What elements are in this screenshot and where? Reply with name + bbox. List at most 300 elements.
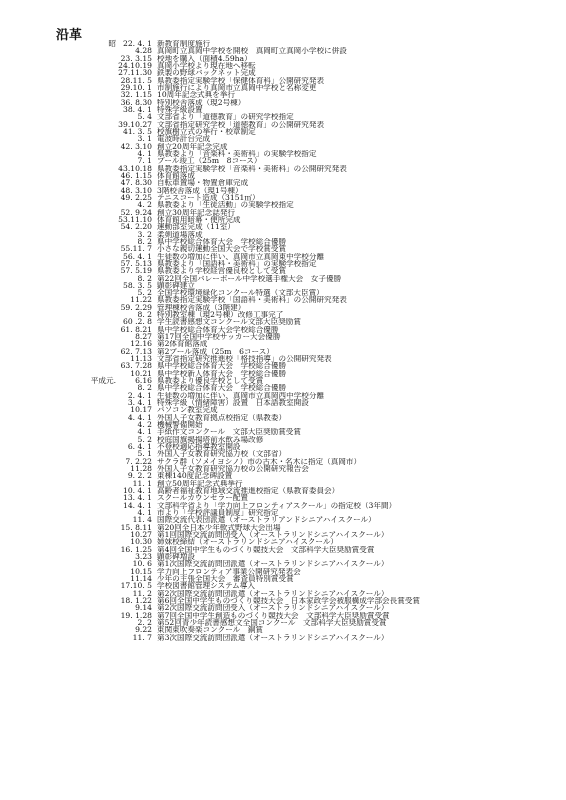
history-entry <box>90 590 560 597</box>
history-entry <box>90 69 560 76</box>
entry-era <box>90 238 118 245</box>
entry-date: 32. 1.15 <box>120 90 152 100</box>
history-entry <box>90 546 560 553</box>
entry-text: 姉妹校締結（オーストラリンドシニアハイスクール） <box>157 538 339 546</box>
entry-era <box>90 275 118 282</box>
history-entry <box>90 516 560 523</box>
entry-text: 文部科学省より「学力向上フロンティアスクール」の指定校（3年間） <box>157 501 397 509</box>
entry-era <box>90 135 118 142</box>
entry-date: 9. 2. 2 <box>127 471 152 481</box>
history-entry <box>90 143 560 150</box>
entry-date: 57. 5.19 <box>120 266 152 276</box>
entry-date: 2. 4. 1 <box>127 390 152 400</box>
entry-era <box>90 406 118 413</box>
entry-date: 12.16 <box>130 339 152 349</box>
entry-date: 10.17 <box>130 405 152 415</box>
entry-text: 電波時計台完成 <box>157 135 211 143</box>
entry-text: 学校図書館管理システム導入 <box>157 582 255 590</box>
entry-text: 県教委指定実験学校「国語科・美術科」の公開研究発表 <box>157 296 347 304</box>
entry-era <box>90 172 118 179</box>
entry-era <box>90 414 118 421</box>
entry-date: 11. 2 <box>132 588 152 598</box>
history-entry <box>90 282 560 289</box>
entry-era <box>90 223 118 230</box>
entry-era <box>90 267 118 274</box>
entry-text: 小さな親切運動全国大会で学校賞受賞 <box>157 245 287 253</box>
entry-text: 生徒数の増加に伴い、真岡市立真岡西中学校分離 <box>157 391 325 400</box>
entry-date: 5. 1 <box>137 449 152 459</box>
entry-era <box>90 399 118 406</box>
entry-text: 校庭国旗掲揚塔前水飲み場改修 <box>157 435 264 444</box>
history-entry <box>90 267 560 274</box>
entry-date: 62. 7.13 <box>120 346 152 356</box>
history-entry <box>90 55 560 62</box>
entry-text: 特殊学級（情緒障害）設置 日本語教室開設 <box>157 399 309 407</box>
history-entry <box>90 157 560 164</box>
entry-era <box>90 91 118 98</box>
entry-text: 創立50周年記念式典挙行 <box>157 479 243 488</box>
history-entry <box>90 245 560 252</box>
entry-date: 24.10.19 <box>118 60 152 70</box>
history-entry <box>90 194 560 201</box>
history-entry <box>90 494 560 501</box>
entry-era <box>90 77 118 84</box>
entry-date: 11.28 <box>130 464 152 474</box>
entry-era <box>90 318 118 325</box>
entry-text: 第2プール落成（25m 6コース） <box>157 347 274 356</box>
history-entry <box>90 604 560 611</box>
entry-text: 高齢者福祉教育地域交流推進校指定（県教育委員会） <box>157 487 340 495</box>
entry-text: 市より「学校評議員制度」研究指定 <box>157 509 279 517</box>
entry-text: 第2次国際交流訪問団派遣（オーストラリンドシニアハイスクール） <box>157 589 389 597</box>
entry-date: 2. 2 <box>137 617 152 627</box>
history-entry <box>90 231 560 238</box>
entry-era <box>90 231 118 238</box>
history-entry <box>90 560 560 567</box>
entry-era <box>90 612 118 619</box>
history-entry <box>90 348 560 355</box>
history-entry <box>90 414 560 421</box>
entry-text: 県中学校総合体育大会 学校総合優勝 <box>157 384 287 392</box>
entry-text: 特別教室棟（現2号棟）改修工事完了 <box>157 311 284 319</box>
history-entry <box>90 179 560 186</box>
history-entry <box>90 275 560 282</box>
entry-era <box>90 487 118 494</box>
entry-text: 鉄製の野球バックネット完成 <box>157 69 256 77</box>
entry-text: 県教委より学校経営優良校として受賞 <box>157 267 287 275</box>
entry-text: 10周年記念式典を挙行 <box>157 91 236 99</box>
entry-text: 創立20周年記念完成 <box>157 142 228 150</box>
entry-era <box>90 55 118 62</box>
history-entry <box>90 575 560 582</box>
entry-date: 57. 5.13 <box>120 258 152 268</box>
entry-date: 42. 3.10 <box>120 141 152 151</box>
entry-era <box>90 348 118 355</box>
entry-date: 11.13 <box>130 354 152 364</box>
entry-era <box>90 260 118 267</box>
history-entry <box>90 634 560 641</box>
history-entry <box>90 135 560 142</box>
entry-date: 4. 2 <box>137 420 152 430</box>
entry-date: 29.10. 1 <box>120 82 152 92</box>
entry-era <box>90 604 118 611</box>
history-entry <box>90 428 560 435</box>
entry-date: 4. 1 <box>137 508 152 517</box>
history-entry <box>90 223 560 230</box>
entry-era <box>90 516 118 523</box>
entry-era <box>90 443 118 450</box>
entry-date: 38. 4. 1 <box>123 104 152 114</box>
entry-date: 3. 4. 1 <box>127 398 152 408</box>
entry-era <box>90 216 118 223</box>
entry-text: 県中学校総合体育大会学校総合優勝 <box>157 325 279 334</box>
entry-era <box>90 113 118 120</box>
entry-date: 55.11. 7 <box>120 244 152 254</box>
entry-date: 61. 8.21 <box>120 324 152 334</box>
entry-era <box>90 201 118 208</box>
entry-date: 4. 2 <box>137 200 152 210</box>
entry-date: 47. 8.30 <box>120 178 152 188</box>
entry-era <box>90 560 118 567</box>
entry-text: 不登校適応指導教室開設 <box>157 443 241 451</box>
entry-text: 体育館用暗幕・便所完成 <box>157 215 241 224</box>
entry-era <box>90 62 118 69</box>
entry-text: 国際交流代表団派遣（オーストラリアンドシニアハイスクール） <box>157 516 376 524</box>
entry-text: パソコン教室完成 <box>157 406 218 414</box>
history-entry <box>90 436 560 443</box>
history-entry <box>90 260 560 267</box>
entry-text: 第6回全国中学生ものづくり競技大会 日本家政学会被服構成学部会長賞受賞 <box>157 596 421 605</box>
entry-text: 県教委指定実験学校「保健体育科」公開研究発表 <box>157 76 325 84</box>
entry-text: 第3次国際交流訪問団派遣（オーストラリンドシニアハイスクール） <box>157 633 389 641</box>
entry-date: 39.10.27 <box>118 119 152 129</box>
entry-date: 11. 1 <box>132 478 152 488</box>
entry-era <box>90 619 118 626</box>
entry-date: 4. 1 <box>137 427 152 437</box>
entry-date: 8. 2 <box>137 383 152 393</box>
history-entry <box>90 150 560 157</box>
entry-text: 生徒数の増加に伴い、真岡市立真岡東中学校分離 <box>157 252 325 260</box>
entry-text: 文部省指定研究学校「道徳教育」の公開研究発表 <box>157 120 325 128</box>
entry-date: 6.16 <box>135 376 152 386</box>
entry-era <box>90 179 118 186</box>
entry-era <box>90 502 118 509</box>
entry-date: 56. 4. 1 <box>123 251 152 261</box>
history-entry <box>90 253 560 260</box>
history-entry <box>90 187 560 194</box>
history-entry <box>90 582 560 589</box>
entry-text: 県教委より「生徒活動」の実験学校指定 <box>157 201 294 209</box>
entry-era <box>90 84 118 91</box>
entry-date: 10. 4. 1 <box>123 486 152 496</box>
history-entry <box>90 421 560 428</box>
entry-text: 3階校舎落成（現1号棟） <box>157 186 243 194</box>
entry-date: 8.27 <box>135 332 152 342</box>
history-entry <box>90 172 560 179</box>
entry-text: テニスコート造成（3151㎡） <box>157 193 260 202</box>
entry-era <box>90 165 118 172</box>
entry-era <box>90 458 118 465</box>
entry-era <box>90 245 118 252</box>
entry-date: 19. 1.28 <box>120 610 152 620</box>
entry-text: 県中学校総合体育大会 学校総合優勝 <box>157 362 287 370</box>
entry-era <box>90 626 118 633</box>
entry-date: 17.10. 5 <box>120 581 152 591</box>
history-entry <box>90 362 560 369</box>
entry-text: 柔剣道場落成 <box>157 230 203 238</box>
entry-text: 第17回全国中学校サッカー大会優勝 <box>157 333 281 341</box>
entry-text: 県中学校新人体育大会 学校総合優勝 <box>157 369 287 378</box>
entry-date: 48. 3.10 <box>120 185 152 195</box>
entry-text: 外国人子女教育研究協力校（文部省） <box>157 450 287 458</box>
entry-era <box>90 480 118 487</box>
history-entry <box>90 597 560 604</box>
entry-date: 5. 2 <box>137 288 152 298</box>
entry-text: 学生読書感想文コンクール文部大臣奨励賞 <box>157 318 301 326</box>
entry-date: 59. 2.29 <box>120 302 152 312</box>
entry-era <box>90 568 118 575</box>
history-entry <box>90 121 560 128</box>
history-entry <box>90 538 560 545</box>
page-heading: 沿革 <box>56 28 83 43</box>
history-entry <box>90 91 560 98</box>
entry-date: 10. 6 <box>132 559 152 569</box>
history-entry <box>90 406 560 413</box>
history-entry <box>90 296 560 303</box>
history-entry <box>90 480 560 487</box>
entry-text: 校旗樹立式の挙行・校章制定 <box>157 127 256 136</box>
entry-date: 58. 3. 5 <box>123 280 152 290</box>
entry-era <box>90 311 118 318</box>
history-entry <box>90 113 560 120</box>
history-entry <box>90 509 560 516</box>
entry-era <box>90 524 118 531</box>
entry-text: 東関東吹奏楽コンクール 銅賞 <box>157 626 264 634</box>
entry-era <box>90 494 118 501</box>
history-entry <box>90 355 560 362</box>
history-entry <box>90 465 560 472</box>
entry-era <box>90 326 118 333</box>
entry-text: スクールカウンセラー配置 <box>157 494 248 502</box>
history-entry <box>90 626 560 633</box>
history-entry <box>90 99 560 106</box>
entry-era <box>90 355 118 362</box>
entry-date: 49. 2.25 <box>120 192 152 202</box>
entry-date: 4. 4. 1 <box>127 412 152 422</box>
entry-era <box>90 99 118 106</box>
entry-text: 第4回全国中学生ものづくり競技大会 文部科学大臣奨励賞受賞 <box>157 545 375 553</box>
entry-date: 7. 1 <box>137 156 152 166</box>
entry-era <box>90 546 118 553</box>
entry-date: 8. 2 <box>137 310 152 320</box>
entry-era <box>90 362 118 369</box>
entry-text: プール竣工（25m 8コース） <box>157 157 262 165</box>
history-entry <box>90 524 560 531</box>
entry-date: 53.11.10 <box>118 214 152 224</box>
history-entry <box>90 340 560 347</box>
entry-text: 運動部室完成（11室） <box>157 223 236 231</box>
entry-era <box>90 597 118 604</box>
history-entry <box>90 106 560 113</box>
entry-text: 自転車置場・物置倉庫完成 <box>157 179 249 187</box>
history-entry <box>90 333 560 340</box>
entry-date: 10.27 <box>130 529 152 539</box>
history-entry <box>90 201 560 208</box>
entry-era <box>90 333 118 340</box>
entry-text: 第1次国際交流訪問団派遣（オーストラリンドシニアハイスクール） <box>157 560 389 568</box>
entry-date: 5. 2 <box>137 434 152 444</box>
history-entry <box>90 384 560 391</box>
history-entry <box>90 458 560 465</box>
entry-era <box>90 472 118 479</box>
entry-text: 体育館落成 <box>157 171 195 180</box>
entry-text: 外国人子女教育研究協力校の公開研究報告会 <box>157 465 309 473</box>
entry-text: 第2次国際交流訪問団受入（オーストラリンドシニアハイスクール） <box>157 604 389 612</box>
entry-era <box>90 340 118 347</box>
entry-era <box>90 436 118 443</box>
entry-date: 11. 7 <box>132 632 152 642</box>
entry-era: 昭 <box>108 39 116 48</box>
entry-era <box>90 282 118 289</box>
history-entry <box>90 568 560 575</box>
history-entry <box>90 326 560 333</box>
history-entry <box>90 450 560 457</box>
entry-text: 東棟140度記念碑設置 <box>157 472 233 480</box>
history-entry <box>90 392 560 399</box>
entry-era <box>90 634 118 641</box>
entry-text: 顕彰碑建立 <box>157 281 195 290</box>
history-entry <box>90 399 560 406</box>
entry-date: 23. 3.15 <box>120 53 152 63</box>
entry-text: 県教委より「国語科・美術科」の実験学校指定 <box>157 259 317 268</box>
entry-text: 第7回全国中学生創造ものづくり競技大会 文部科学大臣奨励賞受賞 <box>157 611 390 619</box>
entry-era <box>90 428 118 435</box>
entry-era <box>90 157 118 164</box>
entry-date: 3. 1 <box>137 134 152 144</box>
entry-era <box>90 150 118 157</box>
entry-text: 第20回全日本少年軟式野球大会出場 <box>157 523 281 531</box>
entry-era <box>90 392 118 399</box>
history-entry <box>90 472 560 479</box>
entry-text: 機械警備開始 <box>157 421 203 429</box>
entry-era <box>90 509 118 516</box>
history-entry <box>90 311 560 318</box>
entry-date: 7. 2.22 <box>125 456 152 466</box>
entry-date: 10.15 <box>130 566 152 576</box>
entry-era <box>90 253 118 260</box>
entry-text: 第22回全国バレーボール中学校選手権大会 女子優勝 <box>157 274 342 282</box>
entry-text: 特別校舎落成（現2号棟） <box>157 98 246 106</box>
entry-date: 4.28 <box>135 46 152 56</box>
entry-text: 全国学校環境緑化コンクール特選（文部大臣賞） <box>157 289 324 297</box>
entry-era <box>90 575 118 582</box>
entry-date: 8. 2 <box>137 236 152 246</box>
history-entry <box>90 619 560 626</box>
history-entry <box>90 77 560 84</box>
entry-date: 52. 9.24 <box>120 207 152 217</box>
history-entry <box>90 531 560 538</box>
history-entry <box>90 502 560 509</box>
entry-date: 5. 4 <box>137 112 152 122</box>
entry-era <box>90 582 118 589</box>
entry-text: 第1回国際交流訪問団受入（オーストラリンドシニアハイスクール） <box>157 530 389 539</box>
history-entry <box>90 47 560 54</box>
entry-text: 新教育制度施行 <box>157 40 211 48</box>
entry-text: 管理棟校舎落成（3階建） <box>157 303 246 312</box>
history-entry <box>90 238 560 245</box>
entry-era <box>90 421 118 428</box>
entry-date: 11.22 <box>130 295 152 305</box>
entry-text: 真岡小学校より現在地へ移転 <box>157 61 256 70</box>
history-entry <box>90 318 560 325</box>
entry-text: 創立30周年記念誌発行 <box>157 208 236 216</box>
entry-era: 平成元. <box>90 376 116 386</box>
entry-era <box>90 143 118 150</box>
entry-date: 11.14 <box>130 573 152 583</box>
entry-date: 41. 3. 5 <box>123 126 152 136</box>
entry-era <box>90 194 118 201</box>
entry-date: 63. 7.28 <box>120 361 152 371</box>
entry-date: 3. 2 <box>137 229 152 239</box>
entry-era <box>90 209 118 216</box>
entry-date: 9.22 <box>135 625 152 635</box>
entry-date: 10.21 <box>130 368 152 378</box>
entry-text: 第2体育館落成 <box>157 340 208 348</box>
history-entry <box>90 370 560 377</box>
entry-date: 14. 4. 1 <box>123 500 152 510</box>
entry-era <box>90 106 118 113</box>
history-entry <box>90 40 560 47</box>
entry-era <box>90 538 118 545</box>
entry-text: 文部省指定研究推進校「格技指導」の公開研究発表 <box>157 355 332 363</box>
entry-text: 市制施行により真岡市立真岡中学校と名称変更 <box>157 83 317 92</box>
entry-text: 第52回青少年読書感想文全国コンクール 文部科学大臣奨励賞受賞 <box>157 618 387 627</box>
history-entry <box>90 62 560 69</box>
entry-text: 手紙作文コンクール 文部大臣奨励賞受賞 <box>157 428 301 436</box>
history-entry <box>90 84 560 91</box>
history-entry <box>90 165 560 172</box>
entry-date: 16. 1.25 <box>120 544 152 554</box>
entry-era <box>90 47 118 54</box>
entry-era <box>90 553 118 560</box>
history-entry <box>90 612 560 619</box>
entry-era <box>90 296 118 303</box>
entry-date: 43.10.18 <box>118 163 152 173</box>
entry-era <box>90 69 118 76</box>
entry-date: 22. 4. 1 <box>123 39 152 48</box>
entry-date: 9.14 <box>135 603 152 613</box>
entry-date: 60 .2. 8 <box>123 317 152 327</box>
history-entry <box>90 487 560 494</box>
history-entry <box>90 209 560 216</box>
entry-text: サクラ群（ソメイヨシノ）市の古木・名木に指定（真岡市） <box>157 457 362 466</box>
entry-text: 県教委より「音楽科・美術科」の実験学校指定 <box>157 149 317 158</box>
entry-era <box>90 304 118 311</box>
entry-date: 4. 1 <box>137 148 152 158</box>
history-entry <box>90 304 560 311</box>
entry-text: 特殊学級設置 <box>157 105 203 114</box>
entry-era <box>90 128 118 135</box>
entry-text: 県中学校総合体育大会 学校総合優勝 <box>157 237 287 246</box>
history-entry <box>90 553 560 560</box>
entry-era <box>90 465 118 472</box>
history-entry <box>90 216 560 223</box>
entry-date: 46. 1.15 <box>120 170 152 180</box>
entry-era <box>90 121 118 128</box>
entry-date: 6. 4. 1 <box>127 442 152 452</box>
entry-text: 校地を購入（面積4.59ha） <box>157 54 252 62</box>
entry-date: 36. 8.30 <box>120 97 152 107</box>
